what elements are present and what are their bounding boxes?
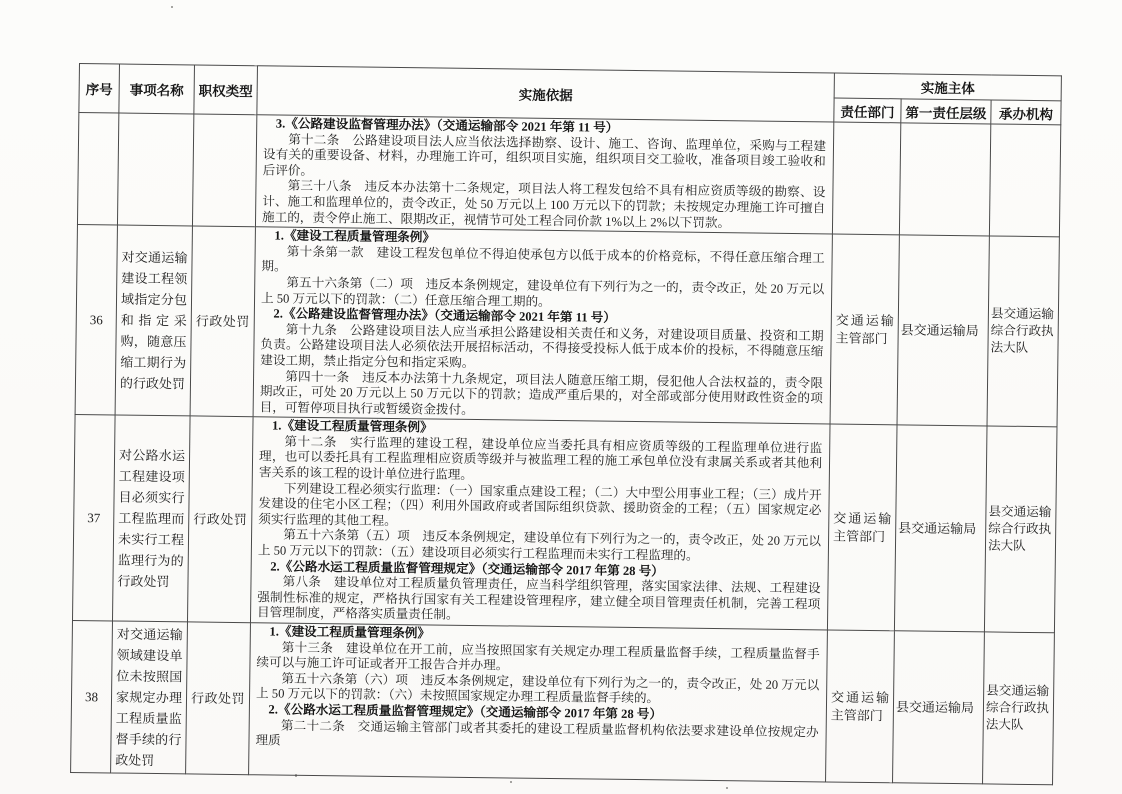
law-title-line: 3.《公路建设监督管理办法》（交通运输部令 2021 年第 11 号）: [275, 116, 619, 135]
law-title-line: 1.《建设工程质量管理条例》: [269, 624, 431, 641]
cell-item-name: [117, 113, 193, 226]
law-article-text: 第五十六条第（五）项 违反本条例规定，建设单位有下列行为之一的，责令改正，处 20 万元以上 50 万元以下的罚款：（五）建设项目必须实行工程监理而未实行工程监理的。: [257, 528, 822, 563]
cell-implementation-basis: [255, 115, 833, 234]
cell-undertaking-org: 县交通运输综合行政执法大队: [987, 236, 1059, 427]
law-article-text: 第五十六条第（六）项 违反本条例规定，建设单位有下列行为之一的，责令改正，处 20 万元以上 50 万元以下的罚款：（六）未按照国家规定办理工程质量监督手续的。: [256, 671, 820, 706]
table-body: [71, 113, 1061, 785]
header-seq: 序号: [79, 64, 120, 113]
cell-seq-number: 38: [71, 620, 113, 772]
cell-implementation-basis: [249, 623, 828, 782]
cell-implementation-basis: [253, 227, 832, 424]
cell-item-name: 对公路水运工程建设项目必须实行工程监理而未实行工程监理行为的行政处罚: [112, 415, 190, 622]
cell-first-level: 县交通运输局: [894, 425, 987, 632]
cell-undertaking-org: 县交通运输综合行政执法大队: [984, 426, 1057, 633]
table-row: [71, 620, 1055, 784]
header-implementation-subject: 实施主体: [834, 73, 1061, 101]
cell-item-name: 对交通运输领域建设单位未按照国家规定办理工程质量监督手续的行政处罚: [111, 621, 188, 774]
cell-seq-number: [77, 113, 118, 226]
cell-undertaking-org: [989, 124, 1060, 237]
cell-responsible-dept: 交通运输主管部门: [826, 630, 895, 783]
cell-authority-type: 行政处罚: [190, 226, 255, 417]
law-article-text: 第二十二条 交通运输主管部门或者其委托的建设工程质量监督机构依法要求建设单位按规定办理质: [255, 718, 819, 748]
table-rotation-wrap: [70, 63, 1063, 785]
cell-authority-type: 行政处罚: [186, 622, 251, 775]
law-article-text: 第五十六条第（二）项 违反本条例规定，建设单位有下列行为之一的，责令改正，处 20 万元以上 50 万元以下的罚款：（二）任意压缩合理工期的。: [260, 275, 825, 309]
law-title-line: 1.《建设工程质量管理条例》: [274, 228, 436, 245]
scan-speck: [510, 781, 512, 783]
law-article-text: 第十九条 公路建设项目法人应当承担公路建设相关责任和义务，对建设项目质量、投资和工期负责。公路建设项目法人必须依法开展招标活动，不得接受投标人低于成本价的投标，不得随意压缩建设工期，禁止指定分包和指定采购。: [260, 322, 824, 370]
cell-responsible-dept: [832, 122, 900, 235]
table-row: [75, 225, 1059, 427]
cell-seq-number: 37: [72, 415, 115, 621]
header-item-name: 事项名称: [119, 64, 195, 114]
law-article-text: 第十三条 建设单位在开工前，应当按照国家有关规定办理工程质量监督手续，工程质量监督手续可以与施工许可证或者开工报告合并办理。: [256, 640, 820, 673]
law-title-line: 2.《公路水运工程质量监督管理规定》（交通运输部令 2017 年第 28 号）: [270, 559, 664, 579]
law-article-text: 第三十八条 违反本办法第十二条规定，项目法人将工程发包给不具有相应资质等级的勘察、设计、施工和监理单位的，责令改正，处 50 万元以上 100 万元以下的罚款；未按规定办理施工许可擅自施工的，责令停止施工、限期改正，视情节可处工程合同价款 1%以上 2%以下罚款。: [261, 179, 826, 230]
header-authority-type: 职权类型: [194, 65, 258, 115]
cell-responsible-dept: 交通运输主管部门: [827, 424, 897, 631]
law-article-text: 第十条第一款 建设工程发包单位不得迫使承包方以低于成本的价格竞标，不得任意压缩合理工期。: [261, 244, 825, 274]
cell-authority-type: 行政处罚: [187, 416, 253, 622]
cell-first-level: 县交通运输局: [897, 235, 989, 426]
table-row: [77, 113, 1060, 237]
cell-responsible-dept: 交通运输主管部门: [830, 234, 899, 425]
cell-seq-number: 36: [75, 225, 117, 416]
law-article-text: 第四十一条 违反本办法第十九条规定，项目法人随意压缩工期，侵犯他人合法权益的，责令限期改正，可处 20 万元以上 50 万元以下的罚款；造成严重后果的，对全部或部分使用财政性资金的项目，可暂停项目执行或暂缓资金拨付。: [259, 369, 824, 417]
header-first-level: 第一责任层级: [901, 99, 991, 124]
law-article-text: 第八条 建设单位对工程质量负管理责任，应当科学组织管理，落实国家法律、法规、工程建设强制性标准的规定，严格执行国家有关工程建设管理程序，建立健全项目管理责任机制，完善工程项目管理制度，严格落实质量责任制。: [257, 574, 821, 623]
law-title-line: 2.《公路水运工程质量监督管理规定》（交通运输部令 2017 年第 28 号）: [268, 702, 663, 722]
cell-undertaking-org: 县交通运输综合行政执法大队: [983, 632, 1055, 785]
header-implementation-basis: 实施依据: [257, 66, 835, 122]
cell-item-name: 对交通运输建设工程领域指定分包和指定采购，随意压缩工期行为的行政处罚: [115, 225, 192, 416]
authority-items-table: [70, 63, 1062, 785]
law-title-line: 2.《公路建设监督管理办法》（交通运输部令 2021 年第 11 号）: [273, 306, 617, 325]
law-title-line: 1.《建设工程质量管理条例》: [271, 418, 433, 435]
header-responsible-dept: 责任部门: [834, 98, 901, 123]
law-article-text: 第十二条 公路建设项目法人应当依法选择勘察、设计、施工、咨询、监理单位，采购与工程建设有关的重要设备、材料，办理施工许可，组织项目实施，组织项目交工验收，准备项目竣工验收和后评价。: [262, 132, 827, 178]
header-undertaking-org: 承办机构: [991, 100, 1061, 125]
cell-first-level: [899, 123, 990, 236]
cell-first-level: 县交通运输局: [893, 631, 985, 784]
cell-implementation-basis: [250, 417, 830, 630]
table-row: [72, 415, 1057, 633]
law-article-text: 下列建设工程必须实行监理：（一）国家重点建设工程；（二）大中型公用事业工程；（三）成片开发建设的住宅小区工程；（四）利用外国政府或者国际组织贷款、援助资金的工程；（五）国家规定必须实行监理的其他工程。: [258, 481, 822, 528]
scan-speck: [171, 6, 173, 8]
law-article-text: 第十二条 实行监理的建设工程，建设单位应当委托具有相应资质等级的工程监理单位进行监理，也可以委托具有工程监理相应资质等级并与被监理工程的施工承包单位没有隶属关系或者其他利害关系的该工程的设计单位进行监理。: [258, 434, 823, 483]
scan-speck: [726, 787, 728, 789]
cell-authority-type: [192, 114, 256, 227]
